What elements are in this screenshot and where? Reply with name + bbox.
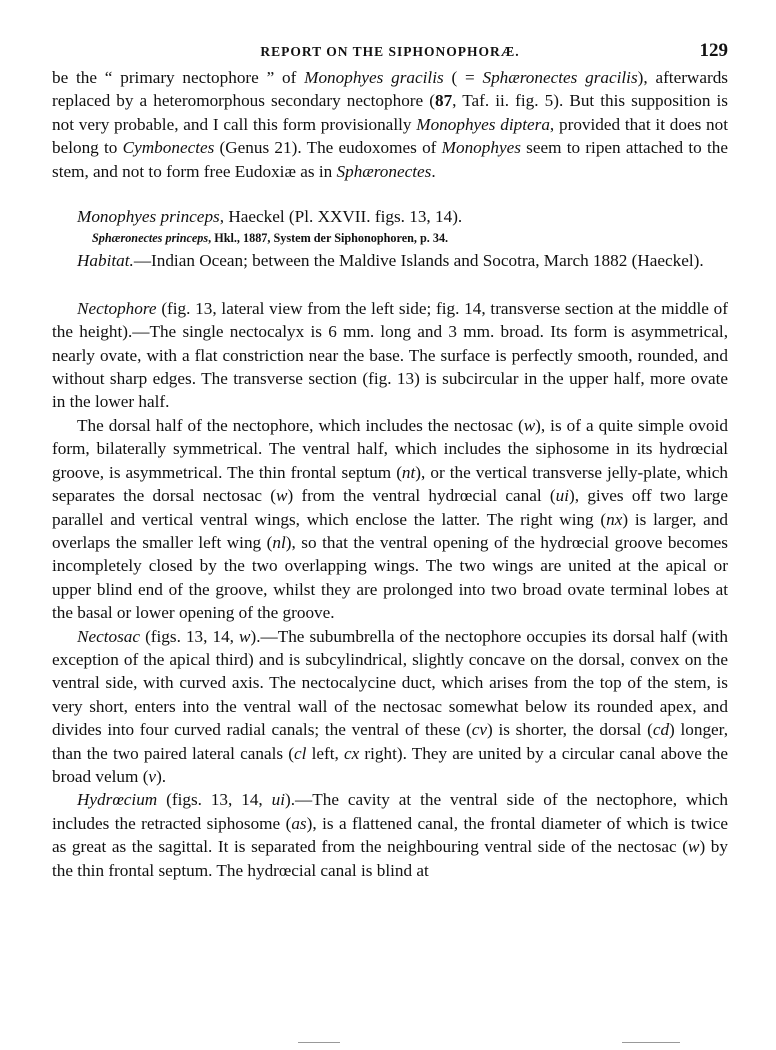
intro-paragraph: be the “ primary nectophore ” of Monophyes gracilis ( = Sphæronectes gracilis), afterwards replaced by a heteromorphous secondary nectophore (87, Taf. ii. fig. 5). But this supposition is not very probable, and I call this form provisionally Monophyes diptera, provided that it does not belong to Cymbonectes (Genus 21). The eudoxomes of Monophyes seem to ripen attached to the stem, and not to form free Eudoxiæ as in Sphæronectes. [52,68,729,181]
synonym-citation: Sphæronectes princeps, Hkl., 1887, System der Siphonophoren, p. 34. [92,231,449,246]
nectophore-label: Nectophore [77,298,157,318]
hydroecium-paragraph: Hydrœcium (figs. 13, 14, ui).—The cavity at the ventral side of the nectophore, which includes the retracted siphosome (as), is a flattened canal, the frontal diameter of which is twice as great as the sagittal. It is separated from the neighbouring ventral side of the nectosac (w) by the thin frontal septum. The hydrœcial canal is blind at [52,790,728,880]
dorsal-half-paragraph: The dorsal half of the nectophore, which includes the nectosac (w), is of a quite simple ovoid form, bilaterally symmetrical. The ventral half, which includes the siphosome in its hydrœcial groove, is asymmetrical. The thin frontal septum (nt), or the vertical transverse jelly-plate, which separates the dorsal nectosac (w) from the ventral hydrœcial canal (ui), gives off two large parallel and vertical ventral wings, which enclose the latter. The right wing (nx) is larger, and overlaps the smaller left wing (nl), so that the ventral opening of the hydrœcial groove becomes incompletely closed by the two overlapping wings. The two wings are united at the apical or upper blind end of the groove, whilst they are prolonged into two broad ovate terminal lobes at the basal or lower opening of the groove. [52,415,729,623]
running-title: REPORT ON THE SIPHONOPHORÆ. [260,44,520,59]
page-bottom-marks [0,1042,776,1048]
running-head [52,40,728,66]
hydroecium-label: Hydrœcium [77,790,158,810]
habitat-paragraph [52,249,728,272]
page [52,40,728,882]
bottom-rule-left [298,1042,340,1043]
nectosac-label: Nectosac [77,626,141,646]
species-heading [52,205,728,228]
species-authority: , Haeckel (Pl. XXVII. figs. 13, 14). [219,207,463,227]
bottom-rule-right [622,1042,680,1043]
nectophore-paragraph: Nectophore (fig. 13, lateral view from the left side; fig. 14, transverse section at the middle of the height).—The single nectocalyx is 6 mm. long and 3 mm. broad. Its form is asymmetrical, nearly ovate, with a flat constriction near the base. The surface is perfectly smooth, rounded, and without sharp edges. The transverse section (fig. 13) is subcircular in the upper half, more ovate in the lower half. [52,298,728,412]
habitat-text: —Indian Ocean; between the Maldive Islands and Socotra, March 1882 (Haeckel). [133,251,704,271]
habitat-label: Habitat. [77,251,134,271]
nectosac-paragraph: Nectosac (figs. 13, 14, w).—The subumbrella of the nectophore occupies its dorsal half (with exception of the apical third) and is subcylindrical, slightly concave on the dorsal, convex on the ventral side, with curved axis. The nectocalycine duct, which arises from the top of the stem, is very short, enters into the ventral wall of the nectosac somewhat below its rounded apex, and divides into four curved radial canals; the ventral of these (cv) is shorter, the dorsal (cd) longer, than the two paired lateral canals (cl left, cx right). They are united by a circular canal above the broad velum (v). [52,626,729,786]
page-number: 129 [699,40,728,61]
species-name: Monophyes princeps [77,207,220,227]
